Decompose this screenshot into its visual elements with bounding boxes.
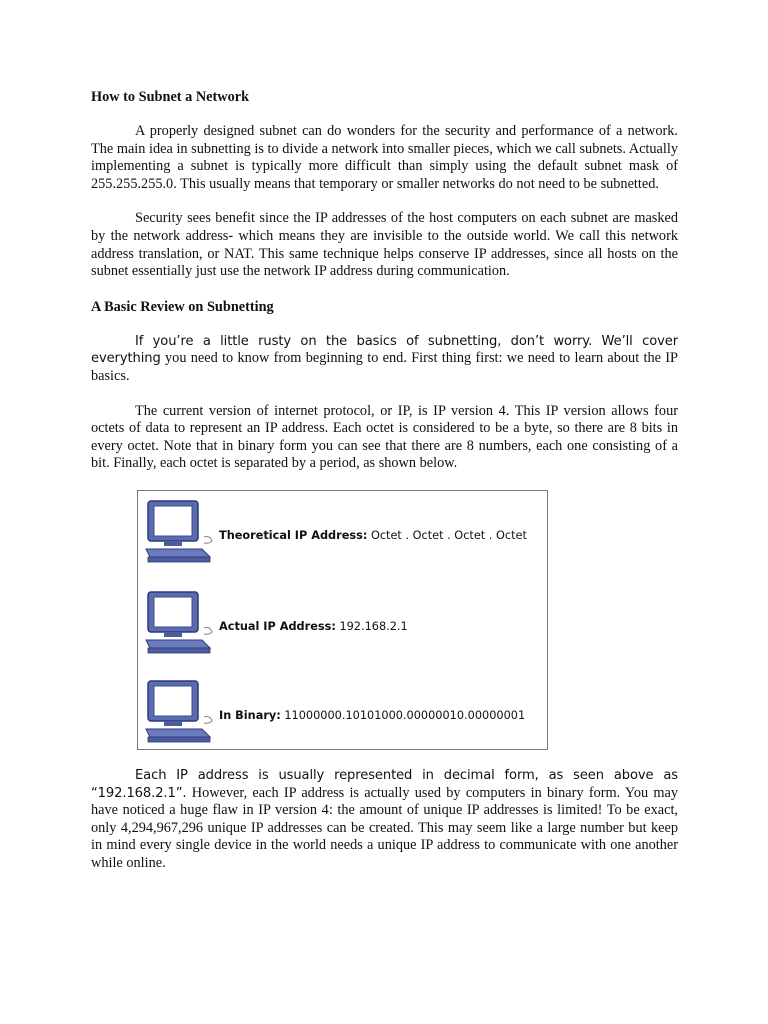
paragraph-security: Security sees benefit since the IP addresses of the host computers on each subnet are masked by the network address- which means they are invisible to the outside world. We call this network address translation, or NAT. This same technique helps conserve IP addresses, since all hosts on the subnet essentially just use the network IP address during communication. (91, 210, 678, 280)
figure-row-actual (144, 588, 544, 660)
figure-label-binary (219, 709, 525, 722)
ip-address-figure (137, 490, 548, 750)
figure-label-actual (219, 620, 408, 633)
figure-label-actual-value: 192.168.2.1 (339, 620, 408, 633)
computer-icon (144, 588, 216, 658)
paragraph-rusty-rest: you need to know from beginning to end. First thing first: we need to learn about the IP basics. (91, 350, 678, 384)
heading-basic-review: A Basic Review on Subnetting (91, 298, 274, 315)
figure-row-theoretical (144, 497, 544, 569)
paragraph-rusty-line1: If you’re a little rusty on the basics of subnetting, don’t worry. We’ll cover everything (91, 333, 678, 367)
paragraph-decimal-line1: Each IP address is usually represented in decimal form, as seen above as “192.168.2.1”. (91, 768, 678, 801)
computer-icon (144, 497, 216, 567)
figure-label-theoretical-value: Octet . Octet . Octet . Octet (370, 529, 527, 542)
figure-row-binary (144, 677, 544, 749)
figure-label-theoretical (219, 529, 527, 542)
paragraph-decimal-rest: However, each IP address is actually used by computers in binary form. You may have noticed a huge flaw in IP version 4: the amount of unique IP addresses is limited! To be exact, only 4,294,967,296 unique IP addresses can be created. This may seem like a large number but keep in mind every single device in the world needs a unique IP address to communicate with one another while online. (91, 784, 678, 871)
figure-label-actual-key: Actual IP Address: (219, 620, 336, 633)
heading-how-to-subnet: How to Subnet a Network (91, 89, 250, 105)
paragraph-rusty (91, 333, 678, 386)
figure-label-binary-value: 11000000.10101000.00000010.00000001 (284, 709, 526, 722)
figure-label-theoretical-key: Theoretical IP Address: (219, 529, 368, 542)
paragraph-intro: A properly designed subnet can do wonders for the security and performance of a network. The main idea in subnetting is to divide a network into smaller pieces, which we call subnets. Actually implementing a subnet is typically more difficult than simply using the default subnet mask of 255.255.255.0. This usually means that temporary or smaller networks do not need to be subnetted. (91, 123, 678, 192)
computer-icon (144, 677, 216, 747)
paragraph-decimal-text (91, 767, 678, 873)
paragraph-decimal-form (91, 767, 678, 873)
paragraph-ipv4: The current version of internet protocol, or IP, is IP version 4. This IP version allows four octets of data to represent an IP address. Each octet is considered to be a byte, so there are 8 bits in every octet. Note that in binary form you can see that there are 8 numbers, each one consisting of a bit. Finally, each octet is separated by a period, as shown below. (91, 402, 678, 472)
document-page (91, 88, 678, 490)
figure-label-binary-key: In Binary: (219, 709, 281, 722)
